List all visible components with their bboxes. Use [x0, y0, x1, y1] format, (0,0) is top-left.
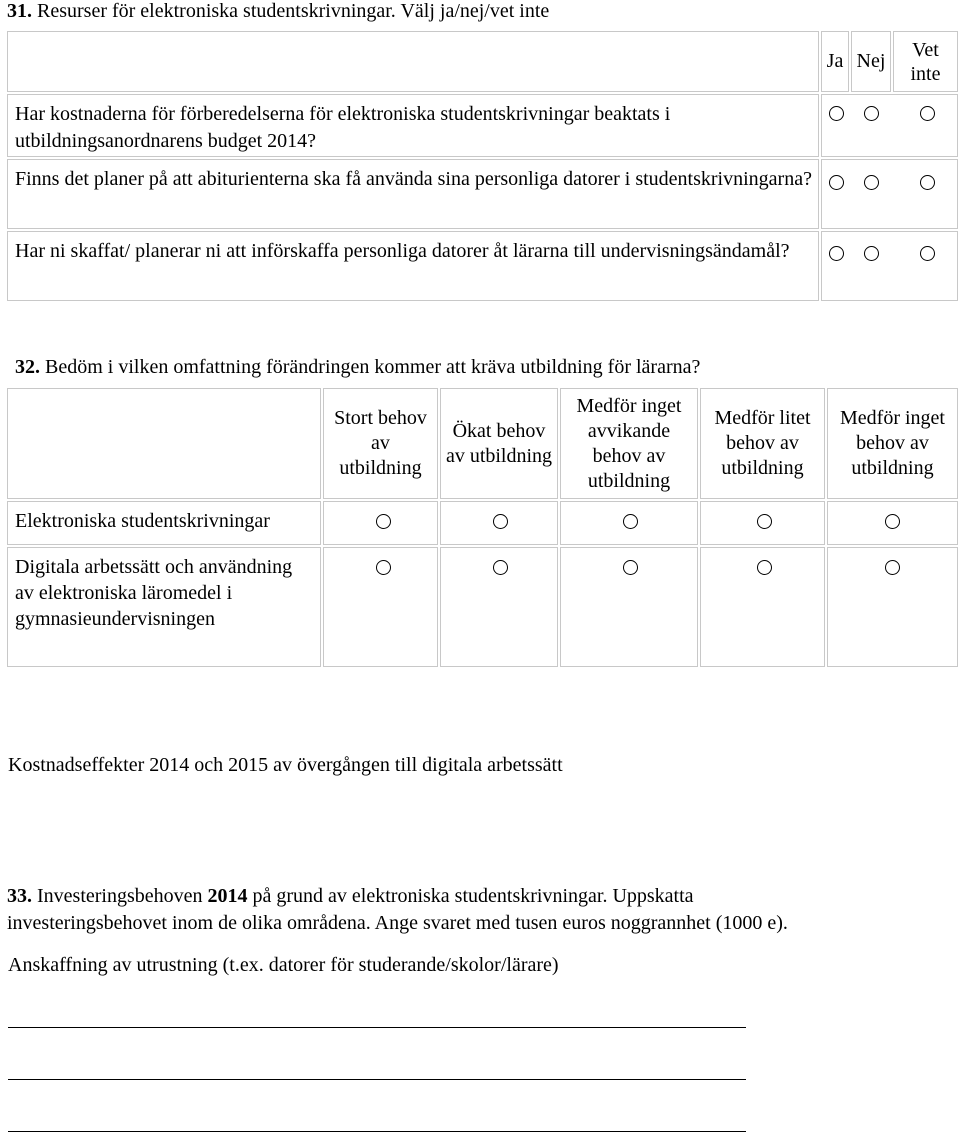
q31-row-1-nej-radio[interactable] — [864, 106, 879, 121]
q32-row-1-text: Elektroniska studentskrivningar — [15, 510, 270, 532]
q32-row-2-col-5 — [827, 547, 958, 667]
q32-header-3 — [560, 388, 698, 499]
q33-sub-item: Anskaffning av utrustning (t.ex. datorer för studerande/skolor/lärare) — [8, 954, 559, 976]
q31-row-2-nej-radio[interactable] — [864, 175, 879, 190]
q32-header-2 — [440, 388, 558, 499]
q31-title-text: Resurser för elektroniska studentskrivningar. Välj ja/nej/vet inte — [37, 0, 550, 22]
q31-row-2-text: Finns det planer på att abiturienterna ska få använda sina personliga datorer i studentskrivningarna? — [15, 168, 812, 190]
q32-row-2-radio-3[interactable] — [623, 560, 638, 575]
q32-row-1-radio-2[interactable] — [493, 514, 508, 529]
answer-line-2[interactable] — [8, 1079, 746, 1080]
q32-row-2-radio-1[interactable] — [376, 560, 391, 575]
section-heading: Kostnadseffekter 2014 och 2015 av övergången till digitala arbetssätt — [8, 754, 563, 776]
q32-header-blank — [7, 388, 321, 499]
q31-row-2-vet-inte-radio[interactable] — [920, 175, 935, 190]
q32-row-1-col-4 — [700, 501, 825, 545]
q31-row-3-question — [7, 231, 819, 301]
q32-row-2-radio-5[interactable] — [885, 560, 900, 575]
q32-row-1-radio-3[interactable] — [623, 514, 638, 529]
q32-title — [15, 356, 700, 378]
q33-year: 2014 — [207, 885, 248, 907]
q32-header-1-label: Stort behov av utbildning — [334, 407, 427, 479]
q32-row-2-radio-2[interactable] — [493, 560, 508, 575]
answer-line-1[interactable] — [8, 1027, 746, 1028]
q32-row-2-col-2 — [440, 547, 558, 667]
q31-row-3-text: Har ni skaffat/ planerar ni att införskaffa personliga datorer åt lärarna till undervisningsändamål? — [15, 240, 790, 262]
q31-header-ja — [821, 31, 849, 92]
q31-row-1-ja-radio[interactable] — [829, 106, 844, 121]
q31-row-3-vet-inte-radio[interactable] — [920, 246, 935, 261]
q31-row-3-ja-radio[interactable] — [829, 246, 844, 261]
q32-header-5-label: Medför inget behov av utbildning — [840, 407, 945, 479]
q31-header-ja-label: Ja — [826, 50, 844, 72]
q31-row-3-options — [821, 231, 958, 301]
q32-row-1-radio-1[interactable] — [376, 514, 391, 529]
q32-row-1-col-5 — [827, 501, 958, 545]
q32-header-3-label: Medför inget avvikande behov av utbildning — [576, 394, 682, 492]
q32-row-2-label — [7, 547, 321, 667]
q32-header-5 — [827, 388, 958, 499]
q32-header-2-label: Ökat behov av utbildning — [445, 419, 553, 467]
q33-text-after: på grund av elektroniska studentskrivningar. Uppskatta — [252, 885, 694, 907]
q32-row-1-radio-4[interactable] — [757, 514, 772, 529]
q31-number: 31. — [7, 0, 32, 22]
q31-title — [7, 0, 549, 22]
q32-row-1-col-2 — [440, 501, 558, 545]
q32-row-2-col-3 — [560, 547, 698, 667]
q31-row-3-nej-radio[interactable] — [864, 246, 879, 261]
q32-row-2-col-1 — [323, 547, 438, 667]
q32-header-4-label: Medför litet behov av utbildning — [714, 407, 811, 479]
q32-title-text: Bedöm i vilken omfattning förändringen kommer att kräva utbildning för lärarna? — [45, 356, 701, 378]
q33-line-1 — [7, 885, 694, 907]
q31-header-nej — [851, 31, 891, 92]
q31-row-1-vet-inte-radio[interactable] — [920, 106, 935, 121]
q31-row-2-ja-radio[interactable] — [829, 175, 844, 190]
q32-row-2-radio-4[interactable] — [757, 560, 772, 575]
q32-row-2-col-4 — [700, 547, 825, 667]
q33-text-before: Investeringsbehoven — [37, 885, 203, 907]
q32-row-1-col-3 — [560, 501, 698, 545]
q31-row-1-text: Har kostnaderna för förberedelserna för elektroniska studentskrivningar beaktats i utbildningsanordnarens budget 2014? — [15, 103, 671, 152]
q32-row-1-col-1 — [323, 501, 438, 545]
q32-row-2-text: Digitala arbetssätt och användning av elektroniska läromedel i gymnasieundervisningen — [15, 556, 293, 630]
q32-row-1-label — [7, 501, 321, 545]
q31-header-nej-label: Nej — [856, 50, 886, 72]
q31-row-2-question — [7, 159, 819, 229]
q31-header-blank — [7, 31, 819, 92]
q31-header-vet-inte — [893, 31, 958, 92]
q31-row-2-options — [821, 159, 958, 229]
q32-header-4 — [700, 388, 825, 499]
q33-line-2: investeringsbehovet inom de olika områdena. Ange svaret med tusen euros noggrannhet (1000 e). — [7, 912, 788, 934]
q33-number: 33. — [7, 885, 32, 907]
q31-header-vet-inte-label: Vet inte — [910, 38, 941, 85]
q31-row-1-options — [821, 94, 958, 157]
answer-line-3[interactable] — [8, 1131, 746, 1132]
q32-row-1-radio-5[interactable] — [885, 514, 900, 529]
q31-row-1-question — [7, 94, 819, 157]
q32-number: 32. — [15, 356, 40, 378]
q32-header-1 — [323, 388, 438, 499]
